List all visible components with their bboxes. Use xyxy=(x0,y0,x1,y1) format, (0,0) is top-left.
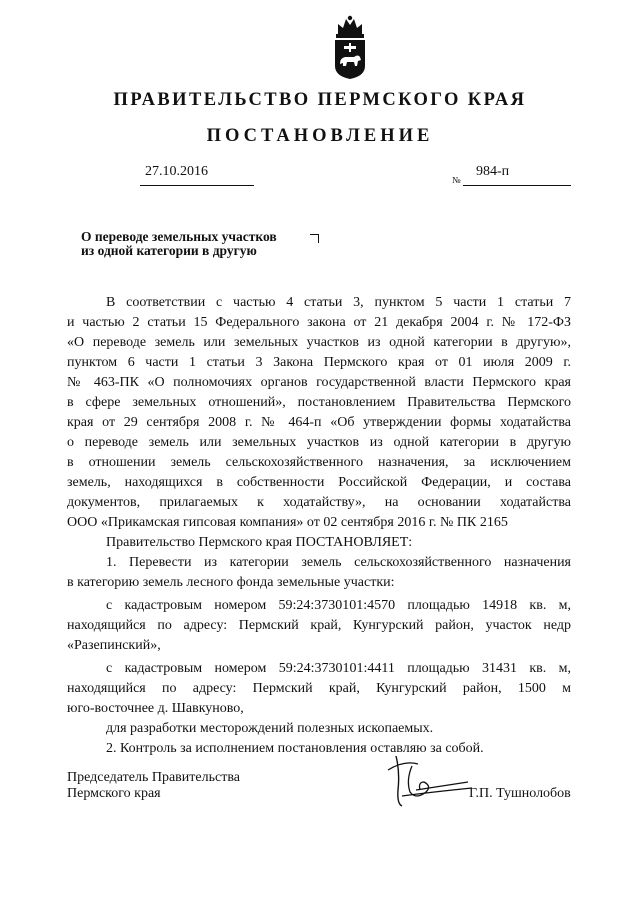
item1-line: 1. Перевести из категории земель сельскохозяйственного назначения xyxy=(106,555,571,570)
signatory-position xyxy=(67,770,240,802)
paragraph-preamble xyxy=(67,293,571,533)
subject-line: О переводе земельных участков xyxy=(81,229,277,244)
signatory-name: Г.П. Тушнолобов xyxy=(469,786,571,801)
number-sign: № xyxy=(452,175,461,185)
purpose-line: для разработки месторождений полезных ископаемых. xyxy=(106,721,434,736)
subject-line: из одной категории в другую xyxy=(81,243,257,258)
parcel1-line: находящийся по адресу: Пермский край, Кунгурский район, участок недр xyxy=(67,618,571,633)
text-line: земель, находящихся в собственности Российской Федерации, и состава xyxy=(67,475,571,490)
date-underline xyxy=(140,185,254,186)
text-line: «О переводе земель или земельных участков из одной категории в другую», xyxy=(67,335,571,350)
parcel1-line: «Разепинский», xyxy=(67,638,161,653)
item1-line: в категорию земель лесного фонда земельные участки: xyxy=(67,575,395,590)
perm-krai-coat-of-arms-icon xyxy=(330,14,370,80)
number-underline xyxy=(463,185,571,186)
parcel2-line: находящийся по адресу: Пермский край, Кунгурский район, 1500 м xyxy=(67,681,571,696)
parcel1-line: с кадастровым номером 59:24:3730101:4570 площадью 14918 кв. м, xyxy=(106,598,571,613)
text-line: документов, прилагаемых к ходатайству», на основании ходатайства xyxy=(67,495,571,510)
parcel2-line: с кадастровым номером 59:24:3730101:4411 площадью 31431 кв. м, xyxy=(106,661,571,676)
text-line: края от 29 сентября 2008 г. № 464-п «Об утверждении формы ходатайства xyxy=(67,415,571,430)
government-title: ПРАВИТЕЛЬСТВО ПЕРМСКОГО КРАЯ xyxy=(113,90,527,110)
text-line: в сфере земельных отношений», постановлением Правительства Пермского xyxy=(67,395,571,410)
text-line: № 463-ПК «О полномочиях органов государственной власти Пермского края xyxy=(67,375,571,390)
text-line: ООО «Прикамская гипсовая компания» от 02 сентября 2016 г. № ПК 2165 xyxy=(67,515,508,530)
text-line: пунктом 6 части 1 статьи 3 Закона Пермского края от 01 июля 2009 г. xyxy=(67,355,571,370)
position-line: Председатель Правительства xyxy=(67,770,240,785)
document-subject xyxy=(81,230,277,258)
document-body xyxy=(67,293,571,759)
text-line: В соответствии с частью 4 статьи 3, пунктом 5 части 1 статьи 7 xyxy=(106,295,571,310)
document-type: ПОСТАНОВЛЕНИЕ xyxy=(206,126,434,146)
text-line: в отношении земель сельскохозяйственного назначения, за исключением xyxy=(67,455,571,470)
subject-corner-mark xyxy=(310,234,319,243)
item2-line: 2. Контроль за исполнением постановления оставляю за собой. xyxy=(106,741,484,756)
document-number: 984-п xyxy=(476,164,510,179)
text-line: о переводе земель или земельных участков из одной категории в другую xyxy=(67,435,571,450)
position-line: Пермского края xyxy=(67,786,161,801)
text-line: и частью 2 статьи 15 Федерального закона от 21 декабря 2004 г. № 172-ФЗ xyxy=(67,315,571,330)
resolves-line: Правительство Пермского края ПОСТАНОВЛЯЕТ: xyxy=(106,535,413,550)
parcel2-line: юго-восточнее д. Шавкуново, xyxy=(67,701,244,716)
document-date: 27.10.2016 xyxy=(145,164,208,179)
